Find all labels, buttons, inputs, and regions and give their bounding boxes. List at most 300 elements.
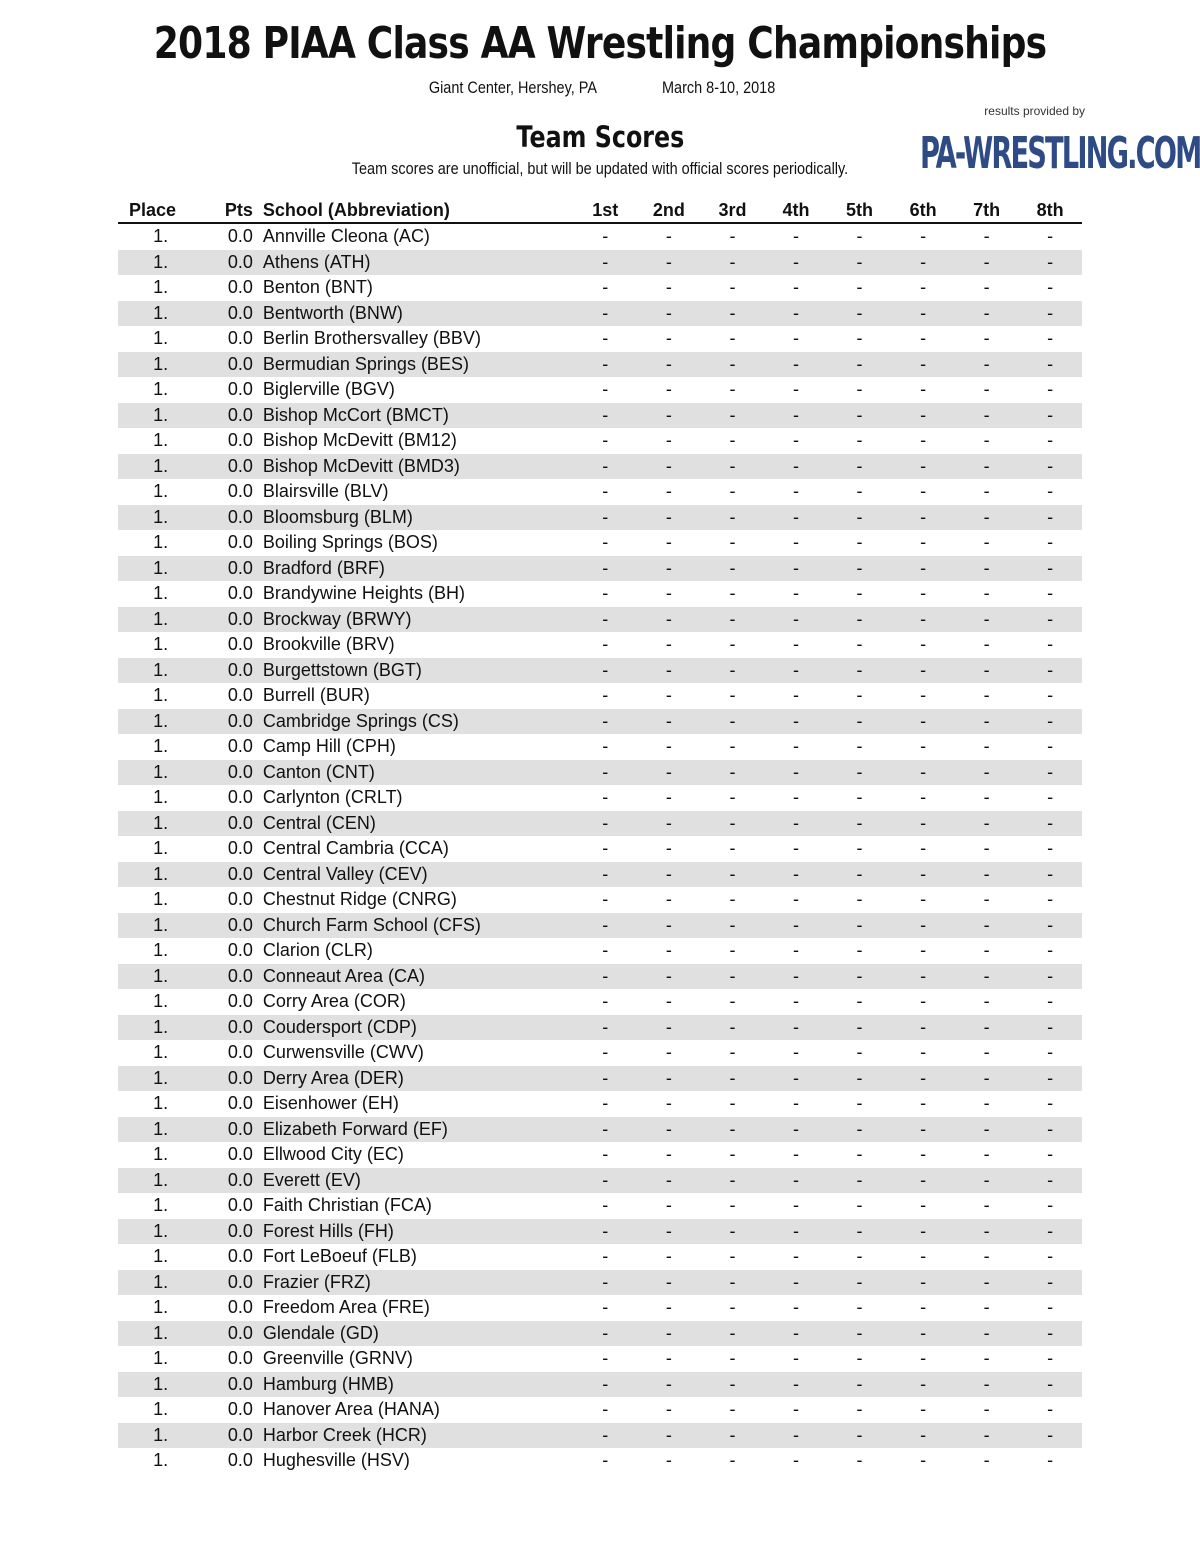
- points-cell: 0.0: [203, 352, 253, 378]
- placement-count-cell: -: [729, 481, 736, 502]
- placement-count-cell: -: [920, 991, 927, 1012]
- table-row: [118, 556, 1082, 582]
- place-cell: 1.: [153, 1144, 169, 1165]
- place-cell: 1.: [118, 913, 203, 939]
- placement-count-cell: -: [729, 1093, 736, 1114]
- placement-count-cell: -: [856, 1450, 863, 1471]
- points-cell: 0.0: [203, 1015, 253, 1041]
- table-row: [118, 607, 1082, 633]
- placement-count-cell: -: [729, 328, 736, 349]
- placement-count-cell: -: [665, 1246, 672, 1267]
- placement-count-cell: -: [665, 685, 672, 706]
- col-header-pts: Pts: [203, 198, 253, 223]
- points-cell: 0.0: [227, 634, 253, 655]
- placement-count-cell: -: [574, 1168, 638, 1194]
- placement-count-cell: -: [828, 862, 892, 888]
- placement-count-cell: -: [665, 328, 672, 349]
- school-cell: Brockway (BRWY): [253, 607, 574, 633]
- placement-count-cell: -: [920, 1246, 927, 1267]
- placement-count-cell: -: [1047, 685, 1054, 706]
- placement-count-cell: -: [983, 685, 990, 706]
- placement-count-cell: -: [856, 889, 863, 910]
- points-cell: 0.0: [227, 583, 253, 604]
- placement-count-cell: -: [891, 556, 955, 582]
- table-row: [118, 1040, 1082, 1066]
- placement-count-cell: -: [701, 760, 765, 786]
- place-cell: 1.: [118, 760, 203, 786]
- table-row: [118, 301, 1082, 327]
- placement-count-cell: -: [701, 1219, 765, 1245]
- placement-count-cell: -: [983, 583, 990, 604]
- placement-count-cell: -: [983, 736, 990, 757]
- placement-count-cell: -: [955, 1372, 1019, 1398]
- placement-count-cell: -: [828, 607, 892, 633]
- placement-count-cell: -: [729, 1042, 736, 1063]
- placement-count-cell: -: [983, 940, 990, 961]
- placement-count-cell: -: [701, 352, 765, 378]
- placement-count-cell: -: [793, 889, 799, 910]
- school-cell: Ellwood City (EC): [262, 1144, 404, 1165]
- placement-count-cell: -: [729, 940, 736, 961]
- place-cell: 1.: [118, 1015, 203, 1041]
- table-row: [118, 989, 1082, 1015]
- place-cell: 1.: [153, 328, 169, 349]
- placement-count-cell: -: [891, 760, 955, 786]
- placement-count-cell: -: [665, 1348, 672, 1369]
- placement-count-cell: -: [574, 964, 638, 990]
- placement-count-cell: -: [793, 583, 799, 604]
- placement-count-cell: -: [891, 1372, 955, 1398]
- placement-count-cell: -: [701, 811, 765, 837]
- section-title-text: Team Scores: [516, 120, 684, 154]
- placement-count-cell: -: [828, 964, 892, 990]
- placement-count-cell: -: [764, 658, 828, 684]
- placement-count-cell: -: [637, 1372, 701, 1398]
- scores-note-text: Team scores are unofficial, but will be updated with official scores periodically.: [351, 159, 849, 178]
- place-cell: 1.: [153, 379, 169, 400]
- placement-count-cell: -: [983, 1399, 990, 1420]
- placement-count-cell: -: [856, 1246, 863, 1267]
- placement-count-cell: -: [828, 1015, 892, 1041]
- placement-count-cell: -: [764, 1117, 828, 1143]
- table-row: [118, 428, 1082, 454]
- placement-count-cell: -: [602, 1144, 609, 1165]
- provided-by-caption: results provided by: [984, 104, 1085, 118]
- placement-count-cell: -: [574, 352, 638, 378]
- table-row: [118, 1193, 1082, 1219]
- col-header-6th: 6th: [891, 198, 955, 223]
- placement-count-cell: -: [891, 1270, 955, 1296]
- placement-count-cell: -: [1018, 250, 1082, 276]
- school-cell: Glendale (GD): [253, 1321, 574, 1347]
- placement-count-cell: -: [828, 556, 892, 582]
- placement-count-cell: -: [1018, 862, 1082, 888]
- points-cell: 0.0: [203, 301, 253, 327]
- placement-count-cell: -: [701, 1066, 765, 1092]
- section-title: [0, 120, 1200, 154]
- placement-count-cell: -: [1047, 1093, 1054, 1114]
- table-row: [118, 1091, 1082, 1117]
- placement-count-cell: -: [955, 709, 1019, 735]
- col-header-3rd: 3rd: [701, 198, 765, 223]
- placement-count-cell: -: [793, 1246, 799, 1267]
- place-cell: 1.: [153, 1348, 169, 1369]
- table-row: [118, 760, 1082, 786]
- placement-count-cell: -: [574, 760, 638, 786]
- placement-count-cell: -: [701, 1117, 765, 1143]
- place-cell: 1.: [153, 532, 169, 553]
- placement-count-cell: -: [764, 607, 828, 633]
- placement-count-cell: -: [1047, 1399, 1054, 1420]
- placement-count-cell: -: [1047, 889, 1054, 910]
- school-cell: Chestnut Ridge (CNRG): [262, 889, 457, 910]
- placement-count-cell: -: [729, 1348, 736, 1369]
- points-cell: 0.0: [227, 1450, 253, 1471]
- placement-count-cell: -: [793, 940, 799, 961]
- placement-count-cell: -: [856, 1348, 863, 1369]
- table-row: [118, 785, 1082, 811]
- placement-count-cell: -: [891, 1168, 955, 1194]
- points-cell: 0.0: [227, 430, 253, 451]
- place-cell: 1.: [118, 1219, 203, 1245]
- placement-count-cell: -: [701, 1423, 765, 1449]
- school-cell: Central Cambria (CCA): [262, 838, 449, 859]
- placement-count-cell: -: [729, 226, 736, 247]
- placement-count-cell: -: [637, 1117, 701, 1143]
- col-header-7th: 7th: [955, 198, 1019, 223]
- place-cell: 1.: [153, 1399, 169, 1420]
- placement-count-cell: -: [574, 1321, 638, 1347]
- place-cell: 1.: [118, 607, 203, 633]
- placement-count-cell: -: [793, 379, 799, 400]
- placement-count-cell: -: [1047, 1144, 1054, 1165]
- placement-count-cell: -: [920, 1144, 927, 1165]
- placement-count-cell: -: [637, 454, 701, 480]
- placement-count-cell: -: [1047, 1450, 1054, 1471]
- points-cell: 0.0: [227, 685, 253, 706]
- placement-count-cell: -: [955, 301, 1019, 327]
- placement-count-cell: -: [955, 352, 1019, 378]
- placement-count-cell: -: [1047, 226, 1054, 247]
- place-cell: 1.: [118, 1066, 203, 1092]
- placement-count-cell: -: [955, 862, 1019, 888]
- event-info: [0, 78, 1200, 98]
- placement-count-cell: -: [602, 430, 609, 451]
- placement-count-cell: -: [856, 787, 863, 808]
- placement-count-cell: -: [665, 634, 672, 655]
- placement-count-cell: -: [665, 1297, 672, 1318]
- points-cell: 0.0: [203, 1066, 253, 1092]
- points-cell: 0.0: [227, 532, 253, 553]
- points-cell: 0.0: [203, 556, 253, 582]
- place-cell: 1.: [118, 964, 203, 990]
- placement-count-cell: -: [856, 226, 863, 247]
- placement-count-cell: -: [729, 991, 736, 1012]
- placement-count-cell: -: [983, 226, 990, 247]
- placement-count-cell: -: [983, 1450, 990, 1471]
- placement-count-cell: -: [701, 1270, 765, 1296]
- placement-count-cell: -: [856, 277, 863, 298]
- placement-count-cell: -: [793, 277, 799, 298]
- table-row: [118, 1117, 1082, 1143]
- placement-count-cell: -: [637, 913, 701, 939]
- placement-count-cell: -: [637, 1066, 701, 1092]
- placement-count-cell: -: [920, 481, 927, 502]
- placement-count-cell: -: [574, 811, 638, 837]
- placement-count-cell: -: [764, 1321, 828, 1347]
- event-dates: March 8-10, 2018: [662, 78, 776, 97]
- placement-count-cell: -: [856, 1297, 863, 1318]
- placement-count-cell: -: [729, 1297, 736, 1318]
- placement-count-cell: -: [891, 913, 955, 939]
- points-cell: 0.0: [203, 760, 253, 786]
- table-row: [118, 1270, 1082, 1296]
- placement-count-cell: -: [701, 658, 765, 684]
- placement-count-cell: -: [920, 838, 927, 859]
- placement-count-cell: -: [602, 1246, 609, 1267]
- placement-count-cell: -: [602, 634, 609, 655]
- placement-count-cell: -: [983, 991, 990, 1012]
- table-row: [118, 862, 1082, 888]
- points-cell: 0.0: [203, 1117, 253, 1143]
- place-cell: 1.: [153, 685, 169, 706]
- school-cell: Athens (ATH): [253, 250, 574, 276]
- school-cell: Coudersport (CDP): [253, 1015, 574, 1041]
- placement-count-cell: -: [828, 250, 892, 276]
- placement-count-cell: -: [574, 505, 638, 531]
- place-cell: 1.: [153, 1195, 169, 1216]
- placement-count-cell: -: [891, 811, 955, 837]
- placement-count-cell: -: [764, 964, 828, 990]
- placement-count-cell: -: [1047, 1195, 1054, 1216]
- placement-count-cell: -: [983, 328, 990, 349]
- placement-count-cell: -: [764, 709, 828, 735]
- placement-count-cell: -: [1018, 760, 1082, 786]
- points-cell: 0.0: [203, 709, 253, 735]
- points-cell: 0.0: [227, 1246, 253, 1267]
- placement-count-cell: -: [729, 1399, 736, 1420]
- placement-count-cell: -: [856, 1195, 863, 1216]
- placement-count-cell: -: [856, 736, 863, 757]
- points-cell: 0.0: [227, 838, 253, 859]
- pa-wrestling-logo: PA-WRESTLING.COM: [920, 128, 1200, 179]
- place-cell: 1.: [153, 634, 169, 655]
- school-cell: Curwensville (CWV): [262, 1042, 424, 1063]
- placement-count-cell: -: [729, 685, 736, 706]
- placement-count-cell: -: [637, 658, 701, 684]
- placement-count-cell: -: [793, 1042, 799, 1063]
- points-cell: 0.0: [203, 1219, 253, 1245]
- placement-count-cell: -: [955, 1117, 1019, 1143]
- placement-count-cell: -: [665, 1450, 672, 1471]
- placement-count-cell: -: [701, 403, 765, 429]
- placement-count-cell: -: [983, 1144, 990, 1165]
- table-row: [118, 811, 1082, 837]
- school-cell: Burgettstown (BGT): [253, 658, 574, 684]
- placement-count-cell: -: [828, 352, 892, 378]
- school-cell: Bishop McDevitt (BM12): [262, 430, 457, 451]
- school-cell: Elizabeth Forward (EF): [253, 1117, 574, 1143]
- placement-count-cell: -: [637, 505, 701, 531]
- placement-count-cell: -: [920, 379, 927, 400]
- school-cell: Corry Area (COR): [262, 991, 406, 1012]
- placement-count-cell: -: [983, 1093, 990, 1114]
- school-cell: Burrell (BUR): [262, 685, 370, 706]
- placement-count-cell: -: [856, 583, 863, 604]
- placement-count-cell: -: [955, 1219, 1019, 1245]
- page-title: 2018 PIAA Class AA Wrestling Championships: [153, 18, 1047, 69]
- points-cell: 0.0: [203, 862, 253, 888]
- col-header-1st: 1st: [574, 198, 638, 223]
- school-cell: Central Valley (CEV): [253, 862, 574, 888]
- points-cell: 0.0: [227, 1348, 253, 1369]
- placement-count-cell: -: [574, 1117, 638, 1143]
- placement-count-cell: -: [920, 1399, 927, 1420]
- points-cell: 0.0: [227, 379, 253, 400]
- school-cell: Forest Hills (FH): [253, 1219, 574, 1245]
- school-cell: Clarion (CLR): [262, 940, 373, 961]
- placement-count-cell: -: [602, 226, 609, 247]
- placement-count-cell: -: [891, 964, 955, 990]
- placement-count-cell: -: [793, 226, 799, 247]
- placement-count-cell: -: [793, 736, 799, 757]
- school-cell: Camp Hill (CPH): [262, 736, 396, 757]
- placement-count-cell: -: [574, 1270, 638, 1296]
- placement-count-cell: -: [637, 1168, 701, 1194]
- table-row: [118, 1168, 1082, 1194]
- place-cell: 1.: [153, 889, 169, 910]
- placement-count-cell: -: [701, 505, 765, 531]
- school-cell: Berlin Brothersvalley (BBV): [262, 328, 481, 349]
- placement-count-cell: -: [665, 583, 672, 604]
- placement-count-cell: -: [602, 838, 609, 859]
- school-cell: Harbor Creek (HCR): [253, 1423, 574, 1449]
- table-row: [118, 1346, 1082, 1372]
- placement-count-cell: -: [729, 379, 736, 400]
- placement-count-cell: -: [701, 913, 765, 939]
- placement-count-cell: -: [729, 736, 736, 757]
- place-cell: 1.: [153, 430, 169, 451]
- placement-count-cell: -: [920, 226, 927, 247]
- placement-count-cell: -: [764, 1423, 828, 1449]
- table-row: [118, 223, 1082, 250]
- col-header-4th: 4th: [764, 198, 828, 223]
- placement-count-cell: -: [665, 277, 672, 298]
- points-cell: 0.0: [203, 913, 253, 939]
- placement-count-cell: -: [1047, 1297, 1054, 1318]
- placement-count-cell: -: [828, 760, 892, 786]
- placement-count-cell: -: [574, 658, 638, 684]
- placement-count-cell: -: [729, 889, 736, 910]
- placement-count-cell: -: [891, 1066, 955, 1092]
- placement-count-cell: -: [637, 1015, 701, 1041]
- placement-count-cell: -: [602, 1042, 609, 1063]
- placement-count-cell: -: [637, 250, 701, 276]
- placement-count-cell: -: [920, 736, 927, 757]
- placement-count-cell: -: [665, 940, 672, 961]
- place-cell: 1.: [118, 1321, 203, 1347]
- placement-count-cell: -: [793, 991, 799, 1012]
- col-header-place: Place: [118, 198, 203, 223]
- place-cell: 1.: [118, 1117, 203, 1143]
- table-row: [118, 250, 1082, 276]
- placement-count-cell: -: [1018, 709, 1082, 735]
- placement-count-cell: -: [793, 1144, 799, 1165]
- place-cell: 1.: [118, 1270, 203, 1296]
- placement-count-cell: -: [856, 1093, 863, 1114]
- placement-count-cell: -: [602, 532, 609, 553]
- placement-count-cell: -: [637, 862, 701, 888]
- placement-count-cell: -: [828, 1117, 892, 1143]
- points-cell: 0.0: [203, 250, 253, 276]
- placement-count-cell: -: [764, 1066, 828, 1092]
- placement-count-cell: -: [1018, 556, 1082, 582]
- place-cell: 1.: [153, 481, 169, 502]
- placement-count-cell: -: [955, 1321, 1019, 1347]
- placement-count-cell: -: [764, 1372, 828, 1398]
- placement-count-cell: -: [1047, 481, 1054, 502]
- placement-count-cell: -: [701, 1168, 765, 1194]
- placement-count-cell: -: [729, 430, 736, 451]
- table-row: [118, 505, 1082, 531]
- placement-count-cell: -: [793, 1399, 799, 1420]
- school-cell: Benton (BNT): [262, 277, 373, 298]
- placement-count-cell: -: [793, 328, 799, 349]
- placement-count-cell: -: [1018, 1117, 1082, 1143]
- place-cell: 1.: [118, 658, 203, 684]
- school-cell: Bentworth (BNW): [253, 301, 574, 327]
- place-cell: 1.: [153, 226, 169, 247]
- placement-count-cell: -: [729, 1450, 736, 1471]
- placement-count-cell: -: [764, 1015, 828, 1041]
- place-cell: 1.: [118, 301, 203, 327]
- table-header-row: [118, 198, 1082, 223]
- school-cell: Bermudian Springs (BES): [253, 352, 574, 378]
- placement-count-cell: -: [701, 1321, 765, 1347]
- points-cell: 0.0: [203, 1168, 253, 1194]
- points-cell: 0.0: [203, 403, 253, 429]
- placement-count-cell: -: [574, 709, 638, 735]
- placement-count-cell: -: [764, 913, 828, 939]
- placement-count-cell: -: [665, 532, 672, 553]
- school-cell: Hamburg (HMB): [253, 1372, 574, 1398]
- school-cell: Freedom Area (FRE): [262, 1297, 430, 1318]
- placement-count-cell: -: [793, 1093, 799, 1114]
- placement-count-cell: -: [574, 301, 638, 327]
- place-cell: 1.: [153, 1042, 169, 1063]
- table-row: [118, 913, 1082, 939]
- placement-count-cell: -: [729, 1246, 736, 1267]
- placement-count-cell: -: [793, 1195, 799, 1216]
- col-header-5th: 5th: [828, 198, 892, 223]
- placement-count-cell: -: [983, 532, 990, 553]
- placement-count-cell: -: [920, 940, 927, 961]
- placement-count-cell: -: [983, 1348, 990, 1369]
- placement-count-cell: -: [891, 1219, 955, 1245]
- placement-count-cell: -: [920, 1195, 927, 1216]
- placement-count-cell: -: [729, 838, 736, 859]
- placement-count-cell: -: [602, 328, 609, 349]
- placement-count-cell: -: [955, 964, 1019, 990]
- place-cell: 1.: [118, 709, 203, 735]
- placement-count-cell: -: [729, 634, 736, 655]
- place-cell: 1.: [118, 505, 203, 531]
- placement-count-cell: -: [828, 913, 892, 939]
- placement-count-cell: -: [920, 1093, 927, 1114]
- placement-count-cell: -: [574, 556, 638, 582]
- placement-count-cell: -: [1047, 583, 1054, 604]
- placement-count-cell: -: [955, 607, 1019, 633]
